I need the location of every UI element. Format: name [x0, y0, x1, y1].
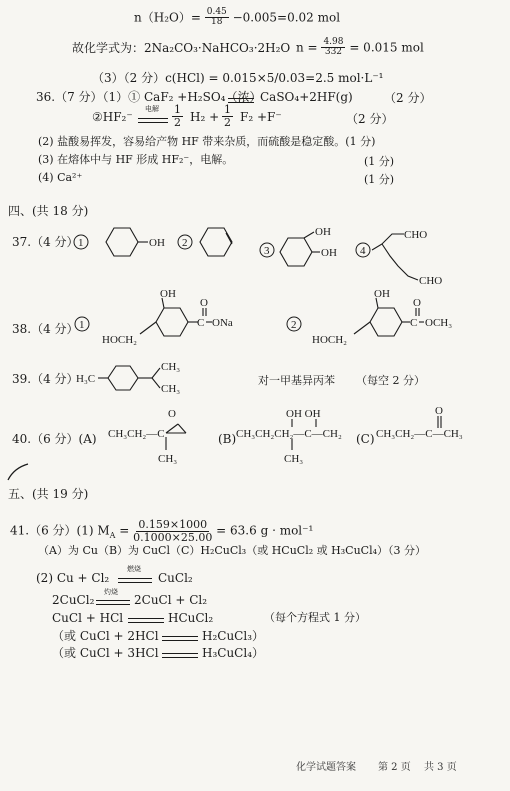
svg-text:OH: OH: [149, 237, 165, 249]
q36-score2: （2 分）: [346, 112, 394, 126]
reaction-1-right: CuCl₂: [158, 571, 193, 585]
q36-score1: （2 分）: [384, 91, 432, 105]
svg-text:CH₃: CH₃: [158, 453, 178, 465]
svg-text:O: O: [413, 297, 421, 309]
reaction-3-right: HCuCl₂: [168, 611, 214, 625]
equals-arrow: [118, 578, 152, 583]
q40-c-label: (C): [356, 432, 375, 446]
svg-text:CH₃: CH₃: [284, 453, 304, 465]
q40-structure-b: [236, 404, 366, 474]
svg-text:CH₃: CH₃: [161, 361, 181, 373]
svg-text:ONa: ONa: [212, 317, 233, 329]
footer-subject: 化学试题答案: [296, 762, 356, 773]
reaction-3-left: CuCl + HCl: [52, 611, 124, 625]
q40-structure-c: [376, 404, 496, 454]
q39-structure: [74, 356, 234, 400]
q36-reason: (2) 盐酸易挥发，容易给产物 HF 带来杂质，而硫酸是稳定酸。(1 分): [38, 135, 376, 148]
svg-text:4: 4: [360, 245, 366, 257]
q39-label: 39.（4 分）: [12, 372, 79, 386]
svg-text:OH: OH: [160, 288, 176, 300]
svg-text:O: O: [168, 408, 176, 420]
q36-score3: (1 分): [364, 155, 395, 168]
q40-structure-a: [108, 404, 218, 474]
n-fraction: $\frac{4.98}{332}$: [323, 37, 344, 58]
q36-product: CaSO₄+2HF(g): [260, 90, 353, 104]
svg-text:HOCH₂: HOCH₂: [102, 334, 138, 346]
svg-text:OH: OH: [315, 226, 331, 238]
half-coefficient: $\frac{1}{2}$: [174, 103, 181, 129]
svg-text:CHO: CHO: [404, 229, 428, 241]
h2-term: H₂ +: [190, 110, 220, 124]
water-moles: n（H₂O）= $\frac{0.45}{18}$ −0.005=0.02 mol: [134, 7, 341, 28]
svg-text:O: O: [435, 405, 443, 417]
svg-text:3: 3: [264, 245, 270, 257]
hcl-concentration: （3）（2 分）c(HCl) = 0.015×5/0.03=2.5 mol·L⁻¹: [92, 71, 384, 85]
pen-mark: [4, 460, 34, 484]
q37-label: 37.（4 分）: [12, 235, 79, 249]
q41-fraction: $\frac{0.159\times 1000}{0.1000\times 25.00}$: [133, 518, 213, 544]
svg-text:HOCH₂: HOCH₂: [312, 334, 348, 346]
svg-text:OCH₃: OCH₃: [425, 317, 453, 329]
svg-text:1: 1: [78, 237, 84, 249]
svg-text:OH: OH: [374, 288, 390, 300]
svg-text:CHO: CHO: [419, 275, 443, 287]
electrolysis-label: 电解: [145, 105, 159, 113]
reaction-4-right: H₂CuCl₃）: [202, 629, 265, 643]
svg-text:O: O: [200, 297, 208, 309]
q36-point4: (4) Ca²⁺: [38, 171, 83, 184]
q36-point3: (3) 在熔体中与 HF 形成 HF₂⁻，电解。: [38, 153, 234, 166]
roast-label: 灼烧: [104, 588, 118, 596]
svg-text:C: C: [410, 317, 418, 329]
q39-name: 对一甲基异丙苯: [258, 374, 335, 387]
q40-label: 40.（6 分）(A): [12, 432, 97, 446]
svg-text:CH₃: CH₃: [161, 383, 181, 395]
svg-text:1: 1: [79, 319, 85, 331]
equals-arrow: [138, 118, 168, 123]
q38-structure-2: [288, 286, 488, 356]
q41-identification: （A）为 Cu（B）为 CuCl（C）H₂CuCl₃（或 HCuCl₂ 或 H₃CuCl₄）（3 分）: [38, 544, 426, 557]
reaction-score-note: （每个方程式 1 分）: [264, 611, 366, 624]
formula-line: 故化学式为：2Na₂CO₃·NaHCO₃·2H₂O: [72, 41, 291, 55]
n-calculation: n = $\frac{4.98}{332}$ = 0.015 mol: [296, 37, 424, 58]
section-four-title: 四、(共 18 分): [8, 204, 89, 218]
water-fraction: $\frac{0.45}{18}$: [206, 7, 227, 28]
reaction-4-left: （或 CuCl + 2HCl: [52, 629, 159, 643]
q39-note: （每空 2 分）: [356, 374, 425, 387]
section-five-title: 五、(共 19 分): [8, 487, 89, 501]
q41-molar-mass: 41.（6 分）(1) $M_A$ = $\frac{0.159\times 1000}{0.1000\times 25.00}$ = 63.6 g · mol⁻¹: [10, 518, 314, 544]
q36-line1: 36.（7 分）（1）① CaF₂ +H₂SO₄（浓）: [36, 90, 262, 104]
burn-label: 燃烧: [127, 565, 141, 573]
equals-arrow: [228, 98, 254, 103]
f2-term: F₂ +F⁻: [240, 110, 282, 124]
reaction-1-left: (2) Cu + Cl₂: [36, 571, 110, 585]
svg-text:2: 2: [182, 237, 188, 249]
equals-arrow: [96, 600, 130, 605]
footer-total: 共 3 页: [424, 762, 457, 773]
svg-text:CH₃CH₂CH₂—C—CH₂: CH₃CH₂CH₂—C—CH₂: [236, 428, 342, 440]
svg-text:OH OH: OH OH: [286, 408, 321, 420]
q37-structure-3: [258, 222, 348, 282]
svg-text:C: C: [197, 317, 205, 329]
equals-arrow: [162, 636, 198, 641]
q38-structure-1: [74, 286, 254, 356]
svg-text:CH₃CH₂—C: CH₃CH₂—C: [108, 428, 165, 440]
q36-score4: (1 分): [364, 173, 395, 186]
equals-arrow: [162, 653, 198, 658]
half-coefficient-2: $\frac{1}{2}$: [224, 103, 231, 129]
reaction-2-left: 2CuCl₂: [52, 593, 95, 607]
q37-structure-4: [354, 222, 454, 292]
equals-arrow: [128, 618, 164, 623]
reaction-5-right: H₃CuCl₄）: [202, 646, 265, 660]
reaction-2-right: 2CuCl + Cl₂: [134, 593, 208, 607]
svg-text:OH: OH: [321, 247, 337, 259]
reaction-5-left: （或 CuCl + 3HCl: [52, 646, 159, 660]
svg-text:2: 2: [291, 319, 297, 331]
footer-page: 第 2 页: [378, 762, 411, 773]
q38-label: 38.（4 分）: [12, 322, 79, 336]
svg-text:CH₃CH₂—C—CH₃: CH₃CH₂—C—CH₃: [376, 428, 463, 440]
q37-structure-1: [72, 216, 172, 272]
q40-b-label: (B): [218, 432, 237, 446]
q37-structure-2: [176, 216, 246, 272]
svg-text:H₃C: H₃C: [76, 373, 96, 385]
q36-hf2: ②HF₂⁻: [92, 110, 133, 124]
